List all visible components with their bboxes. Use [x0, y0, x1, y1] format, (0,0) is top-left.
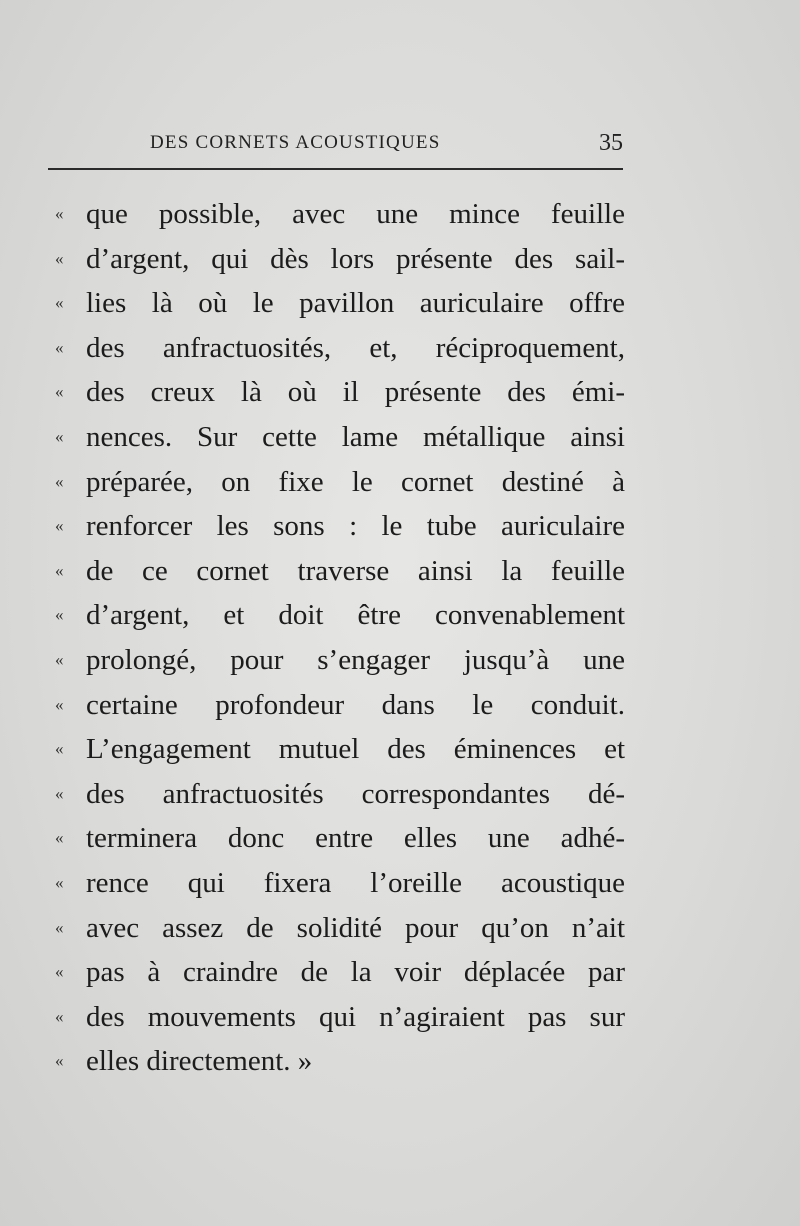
quote-mark: « — [55, 917, 64, 937]
line-text: certaine profondeur dans le conduit. — [86, 688, 625, 721]
quote-mark: « — [55, 649, 64, 669]
text-line — [55, 995, 635, 1040]
running-title: DES CORNETS ACOUSTIQUES — [150, 132, 441, 153]
line-text: prolongé, pour s’engager jusqu’à une — [86, 643, 625, 676]
line-text: préparée, on fixe le cornet destiné à — [86, 465, 625, 498]
quote-mark: « — [55, 516, 64, 536]
line-text: de ce cornet traverse ainsi la feuille — [86, 554, 625, 587]
text-line — [55, 504, 635, 549]
line-text: L’engagement mutuel des éminences et — [86, 733, 625, 766]
text-line — [55, 772, 635, 817]
quote-mark: « — [55, 426, 64, 446]
line-text: d’argent, et doit être convenablement — [86, 599, 625, 632]
line-text: renforcer les sons : le tube auriculaire — [86, 510, 625, 543]
page-number: 35 — [599, 130, 623, 156]
quote-mark: « — [55, 248, 64, 268]
line-text: des creux là où il présente des émi- — [86, 376, 625, 409]
text-line — [55, 683, 635, 728]
line-text: pas à craindre de la voir déplacée par — [86, 956, 625, 989]
line-text: lies là où le pavillon auriculaire offre — [86, 287, 625, 320]
text-line — [55, 415, 635, 460]
quote-mark: « — [55, 694, 64, 714]
text-line — [55, 460, 635, 505]
text-line — [55, 906, 635, 951]
quote-mark: « — [55, 204, 64, 223]
quote-mark: « — [55, 739, 64, 759]
text-line — [55, 237, 635, 282]
line-text: que possible, avec une mince feuille — [86, 198, 625, 230]
text-line — [55, 549, 635, 594]
running-head — [48, 128, 623, 170]
text-line — [55, 816, 635, 861]
quote-mark: « — [55, 605, 64, 625]
quote-mark: « — [55, 872, 64, 892]
line-text: elles directement. » — [86, 1045, 313, 1078]
quote-mark: « — [55, 1051, 64, 1071]
text-line — [55, 1039, 635, 1084]
text-line — [55, 950, 635, 995]
quote-mark: « — [55, 560, 64, 580]
quote-mark: « — [55, 471, 64, 491]
quote-mark: « — [55, 382, 64, 402]
quote-mark: « — [55, 962, 64, 982]
line-text: nences. Sur cette lame métallique ainsi — [86, 420, 625, 453]
line-text: avec assez de solidité pour qu’on n’ait — [86, 911, 625, 944]
text-line — [55, 593, 635, 638]
line-text: rence qui fixera l’oreille acoustique — [86, 866, 625, 899]
text-line — [55, 326, 635, 371]
quote-mark: « — [55, 1006, 64, 1026]
quote-mark: « — [55, 783, 64, 803]
quote-mark: « — [55, 293, 64, 313]
line-text: d’argent, qui dès lors présente des sail- — [86, 242, 625, 275]
quote-mark: « — [55, 337, 64, 357]
body-text — [55, 192, 635, 1084]
text-line — [55, 861, 635, 906]
text-line — [55, 192, 635, 237]
text-line — [55, 370, 635, 415]
text-line — [55, 727, 635, 772]
text-line — [55, 638, 635, 683]
quote-mark: « — [55, 828, 64, 848]
line-text: des anfractuosités, et, réciproquement, — [86, 331, 625, 364]
line-text: terminera donc entre elles une adhé- — [86, 822, 625, 855]
line-text: des anfractuosités correspondantes dé- — [86, 777, 625, 810]
text-line — [55, 281, 635, 326]
line-text: des mouvements qui n’agiraient pas sur — [86, 1000, 625, 1033]
